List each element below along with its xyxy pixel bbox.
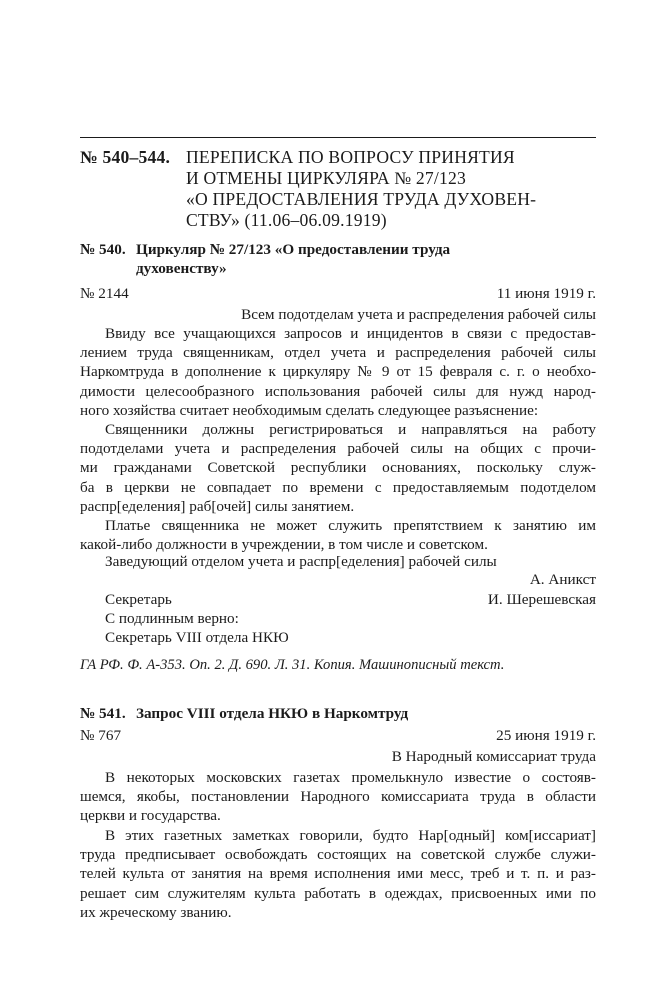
- text-line: В некоторых московских газетах промелькнуло известие о состояв-: [105, 769, 596, 786]
- text-line: какой-либо должности в учреждении, в том числе и советском.: [80, 536, 488, 554]
- doc540-addressee: Всем подотделам учета и распределения рабочей силы: [241, 306, 596, 323]
- doc540-title-line: духовенству»: [136, 260, 227, 277]
- text-line: В этих газетных заметках говорили, будто Нар[одный] ком[иссариат]: [105, 827, 596, 844]
- doc540-paragraph-3: [80, 516, 596, 554]
- text-line: шемся, якобы, постановлении Народного комиссариата труда в области: [80, 788, 596, 806]
- doc540-archive-source: ГА РФ. Ф. А-353. Оп. 2. Д. 690. Л. 31. Копия. Машинописный текст.: [80, 657, 505, 673]
- doc541-paragraph-2: [80, 826, 596, 922]
- text-line: Платье священника не может служить препятствием к занятию им: [105, 517, 596, 534]
- text-line: решает сим служителям культа работать в одеждах, присвоенных ими по: [80, 884, 596, 902]
- doc540-certifier: Секретарь VIII отдела НКЮ: [105, 629, 289, 646]
- text-line: Ввиду все учащающихся запросов и инцидентов в связи с предостав-: [105, 325, 596, 342]
- doc541-date: 25 июня 1919 г.: [496, 727, 596, 744]
- doc541-addressee: В Народный комиссариат труда: [391, 748, 596, 765]
- doc541-number: № 541.: [80, 705, 126, 722]
- section-title-line: «О ПРЕДОСТАВЛЕНИЯ ТРУДА ДУХОВЕН-: [186, 189, 537, 209]
- doc540-secretary-position: Секретарь: [105, 591, 172, 608]
- doc541-reg-number: № 767: [80, 727, 122, 744]
- text-line: димости целесообразного использования рабочей силы для нужд народ-: [80, 382, 596, 400]
- doc540-title-line: Циркуляр № 27/123 «О предоставлении труда: [136, 241, 451, 258]
- text-line: подотделами учета и распределения рабочей силы на общих с прочи-: [80, 440, 596, 458]
- section-title: [186, 147, 596, 231]
- text-line: ми гражданами Советской республики основаниях, поскольку служ-: [80, 459, 596, 477]
- doc540-head-name: А. Аникст: [529, 571, 596, 588]
- doc540-date: 11 июня 1919 г.: [496, 285, 596, 302]
- doc540-title: [136, 240, 450, 278]
- text-line: лением труда священникам, отдел учета и распределения рабочей силы: [80, 344, 596, 362]
- section-title-line: И ОТМЕНЫ ЦИРКУЛЯРА № 27/123: [186, 168, 466, 188]
- doc540-head-position: Заведующий отделом учета и распр[еделения] рабочей силы: [105, 553, 497, 570]
- text-line: церкви и государства.: [80, 807, 221, 825]
- section-title-line: ПЕРЕПИСКА ПО ВОПРОСУ ПРИНЯТИЯ: [186, 147, 515, 167]
- text-line: телей культа от занятия на время исполнения ими месс, треб и т. п. и раз-: [80, 865, 596, 883]
- doc540-paragraph-1: [80, 324, 596, 420]
- text-line: их жреческому званию.: [80, 903, 232, 921]
- top-rule: [80, 137, 596, 138]
- section-number: № 540–544.: [80, 147, 171, 167]
- text-line: ба в церкви не совпадает по времени с предоставляемым подотделом: [80, 478, 596, 496]
- doc540-number: № 540.: [80, 241, 126, 258]
- doc540-paragraph-2: [80, 420, 596, 516]
- text-line: ного хозяйства считает необходимым сделать следующее разъяснение:: [80, 401, 539, 419]
- doc540-reg-number: № 2144: [80, 285, 129, 302]
- text-line: труда предписывает освобождать состоящих на советской службе служи-: [80, 846, 596, 864]
- text-line: Наркомтруда в дополнение к циркуляру № 9 от 15 февраля с. г. о необхо-: [80, 363, 596, 381]
- text-line: Священники должны регистрироваться и направляться на работу: [105, 421, 596, 438]
- doc541-paragraph-1: [80, 768, 596, 826]
- doc540-certified: С подлинным верно:: [105, 610, 239, 627]
- section-title-line: СТВУ» (11.06–06.09.1919): [186, 210, 387, 230]
- doc540-secretary-name: И. Шерешевская: [487, 591, 596, 608]
- text-line: распр[еделения] раб[очей] силы занятием.: [80, 497, 355, 515]
- doc541-title: Запрос VIII отдела НКЮ в Наркомтруд: [136, 705, 409, 722]
